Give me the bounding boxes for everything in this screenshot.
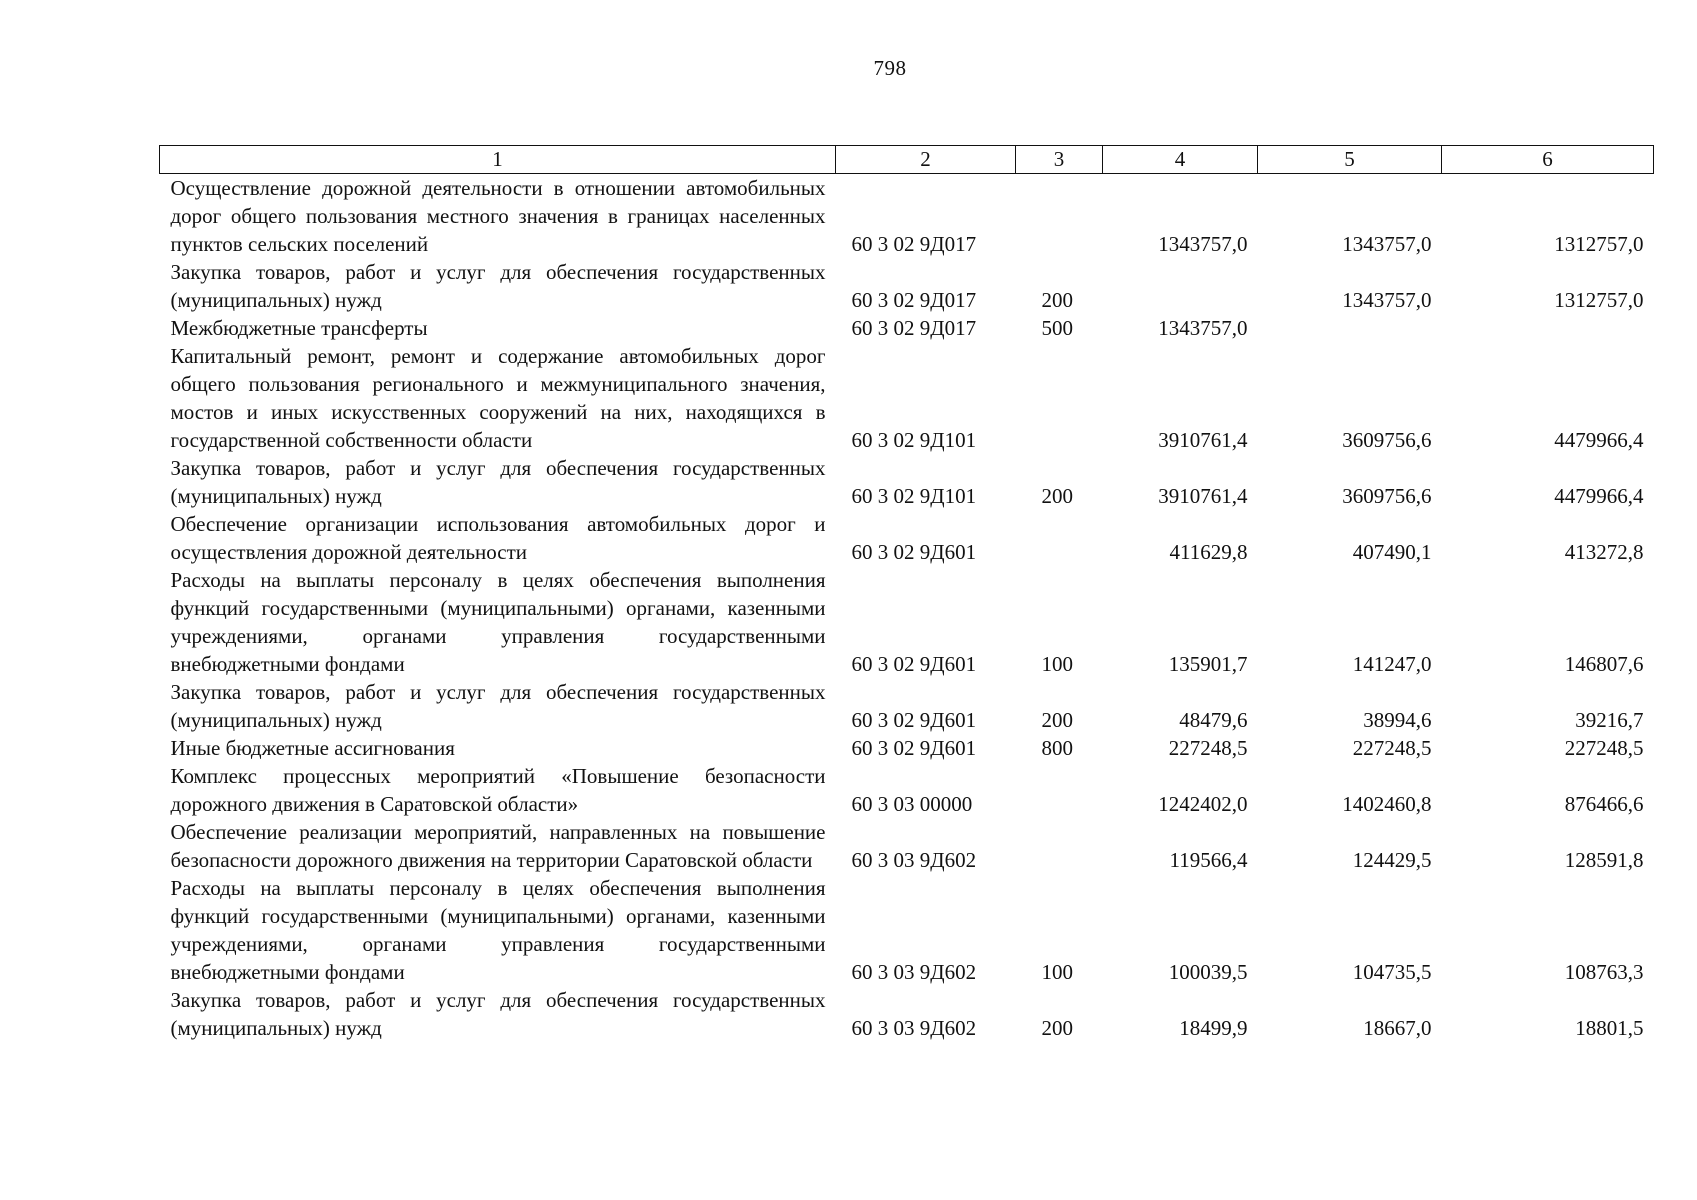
row-name: Расходы на выплаты персоналу в целях обеспечения выполнения функций государственными (муниципальными) органами, казенными учреждениями, органами управления государственными внебюджетными фондами [170, 876, 826, 984]
table-body [160, 174, 1654, 1043]
table-row [160, 566, 1654, 678]
header-col-2: 2 [836, 146, 1016, 174]
row-value-col5: 18667,0 [1363, 1016, 1432, 1040]
row-value-col5: 1343757,0 [1342, 232, 1432, 256]
row-value-col6: 1312757,0 [1554, 288, 1644, 312]
row-expense-type [1016, 762, 1103, 818]
row-code: 60 3 02 9Д017 [851, 232, 977, 256]
row-code: 60 3 03 9Д602 [851, 960, 977, 984]
row-value-col5: 1402460,8 [1342, 792, 1432, 816]
row-value-col6: 128591,8 [1564, 848, 1644, 872]
row-expense-type: 800 [1041, 736, 1073, 760]
row-value-col4: 1343757,0 [1158, 232, 1248, 256]
row-value-col6: 1312757,0 [1554, 232, 1644, 256]
table-row [160, 734, 1654, 762]
header-col-5: 5 [1258, 146, 1442, 174]
row-name: Закупка товаров, работ и услуг для обеспечения государственных (муниципальных) нужд [170, 988, 826, 1040]
row-value-col5: 104735,5 [1352, 960, 1432, 984]
row-expense-type: 100 [1041, 652, 1073, 676]
row-name: Иные бюджетные ассигнования [170, 736, 455, 760]
page-number: 798 [873, 56, 907, 80]
row-value-col6: 413272,8 [1564, 540, 1644, 564]
row-name: Обеспечение реализации мероприятий, направленных на повышение безопасности дорожного движения на территории Саратовской области [170, 820, 826, 872]
row-name: Капитальный ремонт, ремонт и содержание автомобильных дорог общего пользования регионального и межмуниципального значения, мостов и иных искусственных сооружений на них, находящихся в государственной собственности области [170, 344, 826, 452]
row-value-col4: 411629,8 [1169, 540, 1248, 564]
row-code: 60 3 03 00000 [851, 792, 973, 816]
row-value-col5: 38994,6 [1363, 708, 1432, 732]
row-code: 60 3 02 9Д601 [851, 736, 977, 760]
row-value-col5: 227248,5 [1352, 736, 1432, 760]
table-row [160, 174, 1654, 259]
row-code: 60 3 03 9Д602 [851, 848, 977, 872]
row-name: Обеспечение организации использования автомобильных дорог и осуществления дорожной деятельности [170, 512, 826, 564]
row-value-col6: 39216,7 [1575, 708, 1644, 732]
row-value-col6: 876466,6 [1564, 792, 1644, 816]
row-name: Комплекс процессных мероприятий «Повышение безопасности дорожного движения в Саратовской области» [170, 764, 826, 816]
table-row [160, 454, 1654, 510]
row-value-col5: 3609756,6 [1342, 484, 1432, 508]
row-name: Осуществление дорожной деятельности в отношении автомобильных дорог общего пользования местного значения в границах населенных пунктов сельских поселений [170, 176, 826, 256]
table-row [160, 678, 1654, 734]
row-name: Закупка товаров, работ и услуг для обеспечения государственных (муниципальных) нужд [170, 260, 826, 312]
row-value-col5: 1343757,0 [1342, 288, 1432, 312]
budget-table [159, 145, 1654, 1042]
row-expense-type: 200 [1041, 484, 1073, 508]
header-col-3: 3 [1016, 146, 1103, 174]
row-value-col6 [1442, 314, 1654, 342]
row-value-col4: 3910761,4 [1158, 428, 1248, 452]
row-code: 60 3 02 9Д101 [851, 428, 977, 452]
row-name: Межбюджетные трансферты [170, 316, 428, 340]
row-value-col4: 100039,5 [1168, 960, 1248, 984]
row-value-col5: 141247,0 [1352, 652, 1432, 676]
table-row [160, 818, 1654, 874]
row-name: Закупка товаров, работ и услуг для обеспечения государственных (муниципальных) нужд [170, 680, 826, 732]
table-row [160, 874, 1654, 986]
row-value-col4: 135901,7 [1168, 652, 1248, 676]
row-value-col5: 3609756,6 [1342, 428, 1432, 452]
row-value-col4: 227248,5 [1168, 736, 1248, 760]
header-col-6: 6 [1442, 146, 1654, 174]
row-expense-type [1016, 818, 1103, 874]
row-value-col4: 119566,4 [1169, 848, 1248, 872]
row-value-col6: 146807,6 [1564, 652, 1644, 676]
row-value-col6: 227248,5 [1564, 736, 1644, 760]
header-col-4: 4 [1103, 146, 1258, 174]
header-col-1: 1 [160, 146, 836, 174]
row-code: 60 3 02 9Д601 [851, 652, 977, 676]
row-code: 60 3 02 9Д601 [851, 540, 977, 564]
row-value-col4: 1242402,0 [1158, 792, 1248, 816]
row-name: Закупка товаров, работ и услуг для обеспечения государственных (муниципальных) нужд [170, 456, 826, 508]
row-name: Расходы на выплаты персоналу в целях обеспечения выполнения функций государственными (муниципальными) органами, казенными учреждениями, органами управления государственными внебюджетными фондами [170, 568, 826, 676]
table-row [160, 986, 1654, 1042]
table-row [160, 258, 1654, 314]
row-expense-type [1016, 342, 1103, 454]
row-expense-type [1016, 174, 1103, 259]
row-code: 60 3 02 9Д017 [851, 288, 977, 312]
row-expense-type: 200 [1041, 1016, 1073, 1040]
table-row [160, 510, 1654, 566]
row-value-col6: 4479966,4 [1554, 428, 1644, 452]
row-value-col5 [1258, 314, 1442, 342]
table-row [160, 762, 1654, 818]
row-expense-type: 500 [1041, 316, 1073, 340]
row-expense-type: 200 [1041, 288, 1073, 312]
table-header [160, 146, 1654, 174]
row-expense-type [1016, 510, 1103, 566]
row-code: 60 3 02 9Д101 [851, 484, 977, 508]
row-code: 60 3 03 9Д602 [851, 1016, 977, 1040]
row-value-col5: 407490,1 [1352, 540, 1432, 564]
row-value-col4: 18499,9 [1179, 1016, 1248, 1040]
table-row [160, 342, 1654, 454]
row-value-col4: 1343757,0 [1158, 316, 1248, 340]
row-value-col5: 124429,5 [1352, 848, 1432, 872]
row-value-col6: 18801,5 [1575, 1016, 1644, 1040]
row-code: 60 3 02 9Д017 [851, 316, 977, 340]
row-value-col4 [1103, 258, 1258, 314]
row-value-col6: 4479966,4 [1554, 484, 1644, 508]
row-expense-type: 200 [1041, 708, 1073, 732]
table-row [160, 314, 1654, 342]
row-value-col6: 108763,3 [1564, 960, 1644, 984]
row-code: 60 3 02 9Д601 [851, 708, 977, 732]
header-row [160, 146, 1654, 174]
row-value-col4: 3910761,4 [1158, 484, 1248, 508]
row-expense-type: 100 [1041, 960, 1073, 984]
row-value-col4: 48479,6 [1179, 708, 1248, 732]
